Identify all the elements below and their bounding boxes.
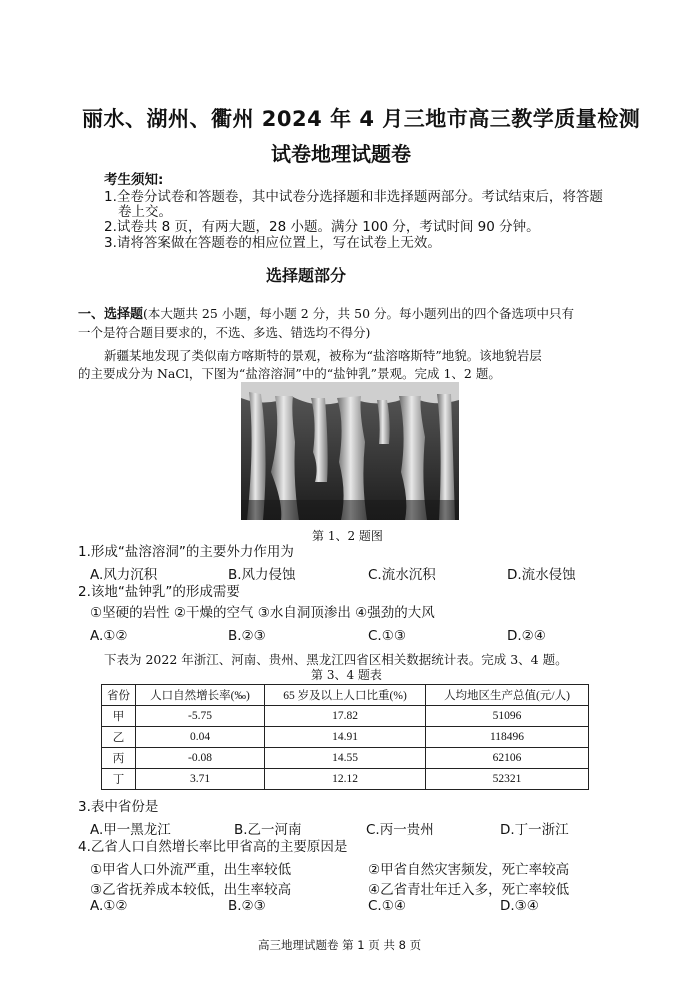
table-cell: 0.04 — [136, 727, 265, 748]
part1-heading: 一、选择题 — [78, 307, 144, 322]
table-header: 省份 — [102, 685, 136, 706]
q4-option-c: C.①④ — [368, 898, 406, 914]
q4-item: ①甲省人口外流严重，出生率较低 — [90, 862, 292, 878]
q4-item: ④乙省青壮年迁入多，死亡率较低 — [368, 882, 570, 898]
table-cell: -5.75 — [136, 706, 265, 727]
table-cell: 3.71 — [136, 769, 265, 790]
part1-desc-line2: 一个是符合题目要求的，不选、多选、错选均不得分) — [78, 325, 371, 340]
table-header: 65 岁及以上人口比重(%) — [265, 685, 426, 706]
q1-option-d: D.流水侵蚀 — [507, 567, 576, 583]
q3-option-b: B.乙一河南 — [234, 822, 302, 838]
table-cell: 乙 — [102, 727, 136, 748]
table-row — [102, 727, 589, 748]
notes-item: 3.请将答案做在答题卷的相应位置上，写在试卷上无效。 — [104, 235, 441, 251]
table-header-row — [102, 685, 589, 706]
notes-item: 2.试卷共 8 页，有两大题，28 小题。满分 100 分，考试时间 90 分钟。 — [104, 219, 540, 235]
q1-stem: 1.形成“盐溶溶洞”的主要外力作用为 — [78, 544, 294, 560]
q2-stem: 2.该地“盐钟乳”的形成需要 — [78, 584, 240, 600]
table-header: 人均地区生产总值(元/人) — [426, 685, 589, 706]
table-cell: 17.82 — [265, 706, 426, 727]
q3-option-d: D.丁一浙江 — [500, 822, 569, 838]
table-cell: 118496 — [426, 727, 589, 748]
intro1-line1: 新疆某地发现了类似南方喀斯特的景观，被称为“盐溶喀斯特”地貌。该地貌岩层 — [104, 348, 542, 363]
page-subtitle: 试卷地理试题卷 — [271, 142, 411, 166]
salt-stalactite-photo — [241, 382, 459, 520]
table-caption: 第 3、4 题表 — [311, 668, 382, 682]
notes-item: 1.全卷分试卷和答题卷，其中试卷分选择题和非选择题两部分。考试结束后，将答题 — [104, 189, 603, 205]
q2-items: ①坚硬的岩性 ②干燥的空气 ③水自洞顶渗出 ④强劲的大风 — [90, 605, 435, 621]
q3-stem: 3.表中省份是 — [78, 799, 159, 815]
table-cell: 丁 — [102, 769, 136, 790]
section-title: 选择题部分 — [266, 266, 347, 285]
q4-item: ②甲省自然灾害频发，死亡率较高 — [368, 862, 570, 878]
page-title: 丽水、湖州、衢州 2024 年 4 月三地市高三教学质量检测 — [82, 107, 641, 131]
q2-option-d: D.②④ — [507, 628, 546, 644]
table-cell: 12.12 — [265, 769, 426, 790]
table-row — [102, 769, 589, 790]
notes-heading: 考生须知: — [104, 172, 164, 188]
table-header: 人口自然增长率(‰) — [136, 685, 265, 706]
page-footer: 高三地理试题卷 第 1 页 共 8 页 — [258, 938, 422, 952]
intro2: 下表为 2022 年浙江、河南、贵州、黑龙江四省区相关数据统计表。完成 3、4 题。 — [104, 652, 568, 667]
table-cell: 丙 — [102, 748, 136, 769]
q1-option-b: B.风力侵蚀 — [228, 567, 296, 583]
q3-option-c: C.丙一贵州 — [366, 822, 434, 838]
q4-stem: 4.乙省人口自然增长率比甲省高的主要原因是 — [78, 839, 348, 855]
q3-option-a: A.甲一黑龙江 — [90, 822, 171, 838]
q2-option-a: A.①② — [90, 628, 128, 644]
part1-desc-line1: (本大题共 25 小题，每小题 2 分，共 50 分。每小题列出的四个备选项中只有 — [143, 306, 574, 321]
table-cell: -0.08 — [136, 748, 265, 769]
table-cell: 52321 — [426, 769, 589, 790]
data-table — [101, 684, 589, 790]
q4-option-d: D.③④ — [500, 898, 539, 914]
table-cell: 14.91 — [265, 727, 426, 748]
table-row — [102, 748, 589, 769]
q4-option-b: B.②③ — [228, 898, 266, 914]
intro1-line2: 的主要成分为 NaCl，下图为“盐溶溶洞”中的“盐钟乳”景观。完成 1、2 题。 — [78, 366, 501, 381]
q4-item: ③乙省抚养成本较低，出生率较高 — [90, 882, 292, 898]
table-cell: 14.55 — [265, 748, 426, 769]
part1-desc — [78, 304, 574, 325]
q1-option-a: A.风力沉积 — [90, 567, 158, 583]
q2-option-b: B.②③ — [228, 628, 266, 644]
q1-option-c: C.流水沉积 — [368, 567, 436, 583]
q4-option-a: A.①② — [90, 898, 128, 914]
table-row — [102, 706, 589, 727]
notes-item: 卷上交。 — [118, 204, 172, 220]
table-cell: 62106 — [426, 748, 589, 769]
figure-caption: 第 1、2 题图 — [312, 529, 383, 543]
q2-option-c: C.①③ — [368, 628, 406, 644]
table-cell: 51096 — [426, 706, 589, 727]
table-cell: 甲 — [102, 706, 136, 727]
